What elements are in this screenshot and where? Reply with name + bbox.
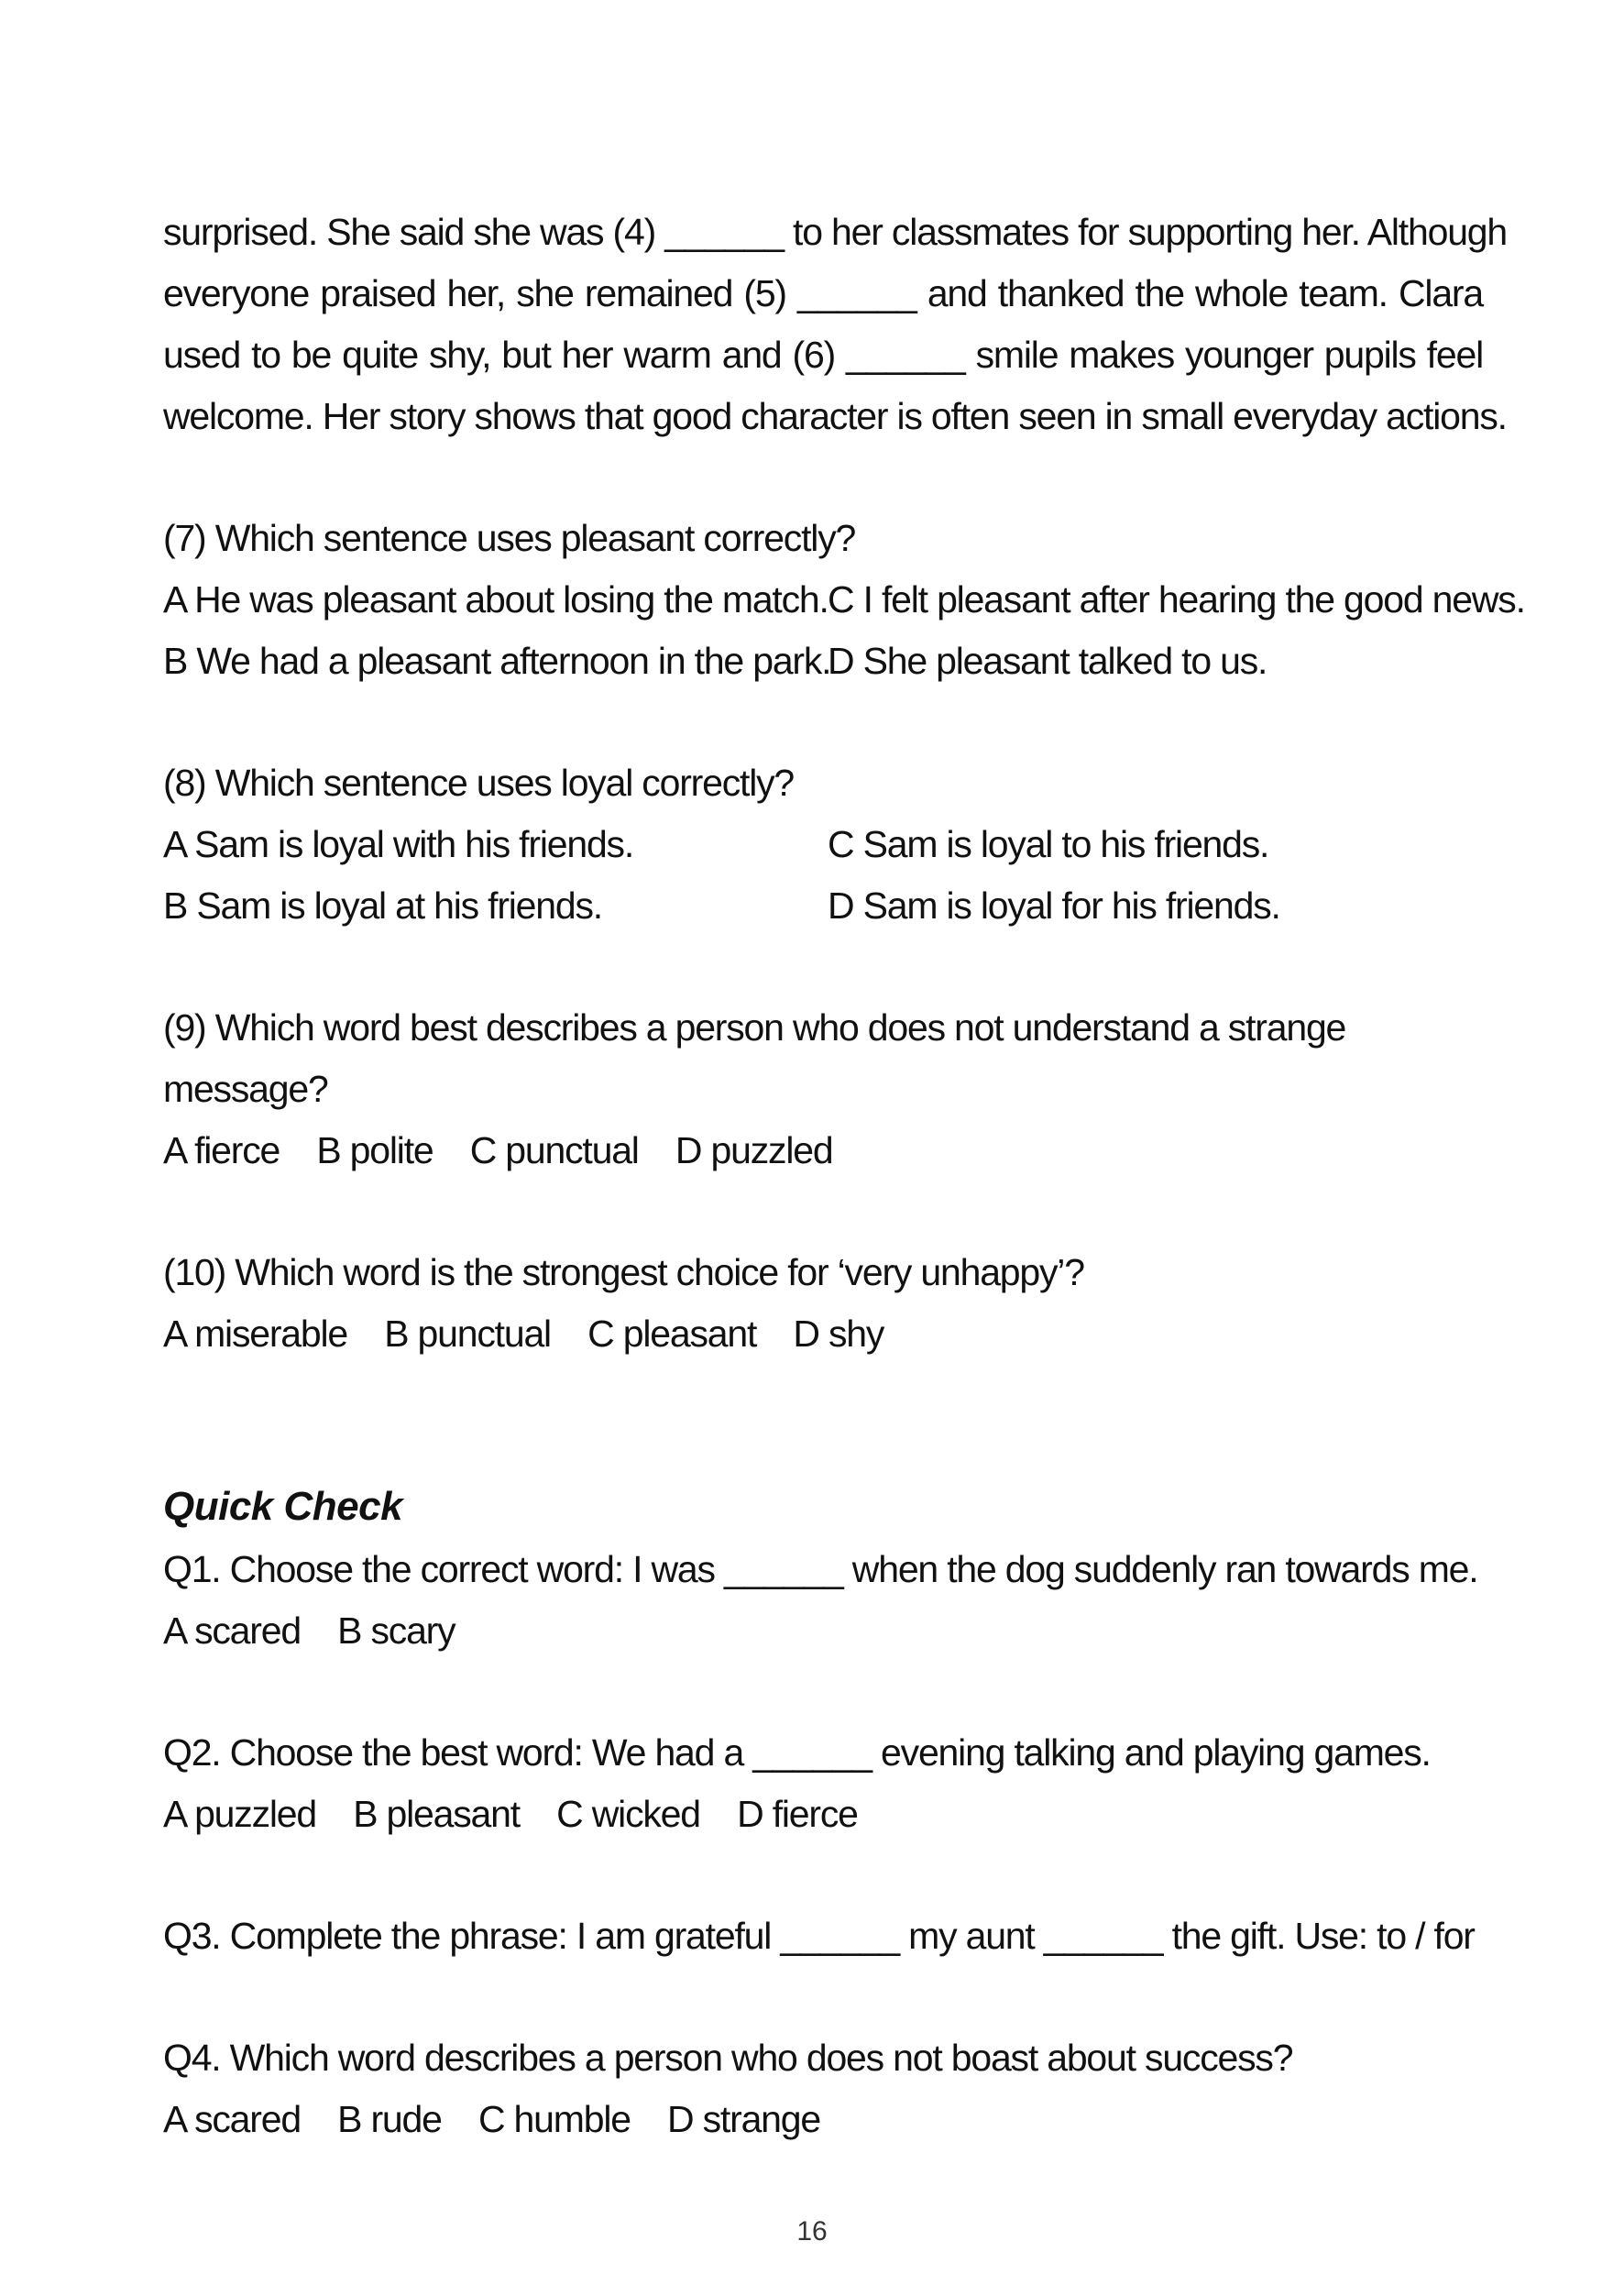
question-prompt: Q4. Which word describes a person who does not boast about success? <box>163 2037 1293 2079</box>
option-a: A scared <box>163 1609 301 1652</box>
option-c: C I felt pleasant after hearing the good news. <box>828 578 1525 621</box>
question-prompt: Q3. Complete the phrase: I am grateful ______ my aunt ______ the gift. Use: to / for <box>163 1915 1475 1957</box>
question-10 <box>163 1242 1483 1365</box>
option-a: A miserable <box>163 1313 348 1355</box>
option-d: D puzzled <box>675 1129 833 1171</box>
option-d: D fierce <box>737 1793 858 1835</box>
question-8 <box>163 753 1483 937</box>
option-c: C pleasant <box>587 1313 757 1355</box>
quick-check-q4 <box>163 2027 1483 2150</box>
options-row <box>163 631 1483 692</box>
option-b: B rude <box>337 2098 442 2140</box>
quick-check-q2 <box>163 1722 1483 1845</box>
option-b: B We had a pleasant afternoon in the park. <box>163 640 831 682</box>
options-row <box>163 1120 1483 1181</box>
question-prompt: Q1. Choose the correct word: I was ______ when the dog suddenly ran towards me. <box>163 1548 1478 1590</box>
option-d: D shy <box>793 1313 884 1355</box>
passage-line: welcome. Her story shows that good character is often seen in small everyday actions. <box>163 395 1507 437</box>
option-a: A Sam is loyal with his friends. <box>163 823 634 865</box>
option-b: B scary <box>337 1609 455 1652</box>
options-row <box>163 1303 1483 1365</box>
worksheet-page <box>163 202 1525 2150</box>
option-d: D strange <box>667 2098 820 2140</box>
passage-line: surprised. She said she was (4) ______ to her classmates for supporting her. Although <box>163 211 1508 253</box>
option-a: A fierce <box>163 1129 280 1171</box>
option-d: D She pleasant talked to us. <box>828 640 1267 682</box>
option-d: D Sam is loyal for his friends. <box>828 884 1280 927</box>
options-row <box>163 1600 1483 1662</box>
section-title: Quick Check <box>163 1484 403 1529</box>
passage-line: everyone praised her, she remained (5) ______ and thanked the whole team. Clara <box>163 272 1483 314</box>
option-c: C wicked <box>556 1793 700 1835</box>
reading-passage <box>163 202 1508 447</box>
option-b: B pleasant <box>353 1793 520 1835</box>
option-a: A scared <box>163 2098 301 2140</box>
option-b: B Sam is loyal at his friends. <box>163 884 602 927</box>
option-c: C Sam is loyal to his friends. <box>828 823 1269 865</box>
question-prompt: message? <box>163 1068 328 1110</box>
options-row <box>163 2089 1483 2150</box>
question-prompt: (9) Which word best describes a person who does not understand a strange <box>163 1006 1346 1049</box>
option-a: A puzzled <box>163 1793 316 1835</box>
option-b: B punctual <box>384 1313 551 1355</box>
question-9 <box>163 997 1483 1181</box>
quick-check-q1 <box>163 1539 1483 1662</box>
question-prompt: (7) Which sentence uses pleasant correctly? <box>163 517 856 559</box>
question-prompt: Q2. Choose the best word: We had a ______ evening talking and playing games. <box>163 1731 1431 1774</box>
quick-check-q3 <box>163 1906 1483 1967</box>
option-b: B polite <box>316 1129 433 1171</box>
page-number: 16 <box>796 2216 828 2247</box>
options-row <box>163 1784 1483 1845</box>
options-row <box>163 569 1525 631</box>
question-prompt: (10) Which word is the strongest choice for ‘very unhappy’? <box>163 1251 1084 1293</box>
passage-line: used to be quite shy, but her warm and (6) ______ smile makes younger pupils feel <box>163 334 1483 376</box>
question-7 <box>163 508 1525 692</box>
options-row <box>163 814 1483 875</box>
option-c: C humble <box>477 2098 631 2140</box>
option-c: C punctual <box>469 1129 639 1171</box>
options-row <box>163 875 1483 937</box>
option-a: A He was pleasant about losing the match. <box>163 578 828 621</box>
question-prompt: (8) Which sentence uses loyal correctly? <box>163 762 795 804</box>
